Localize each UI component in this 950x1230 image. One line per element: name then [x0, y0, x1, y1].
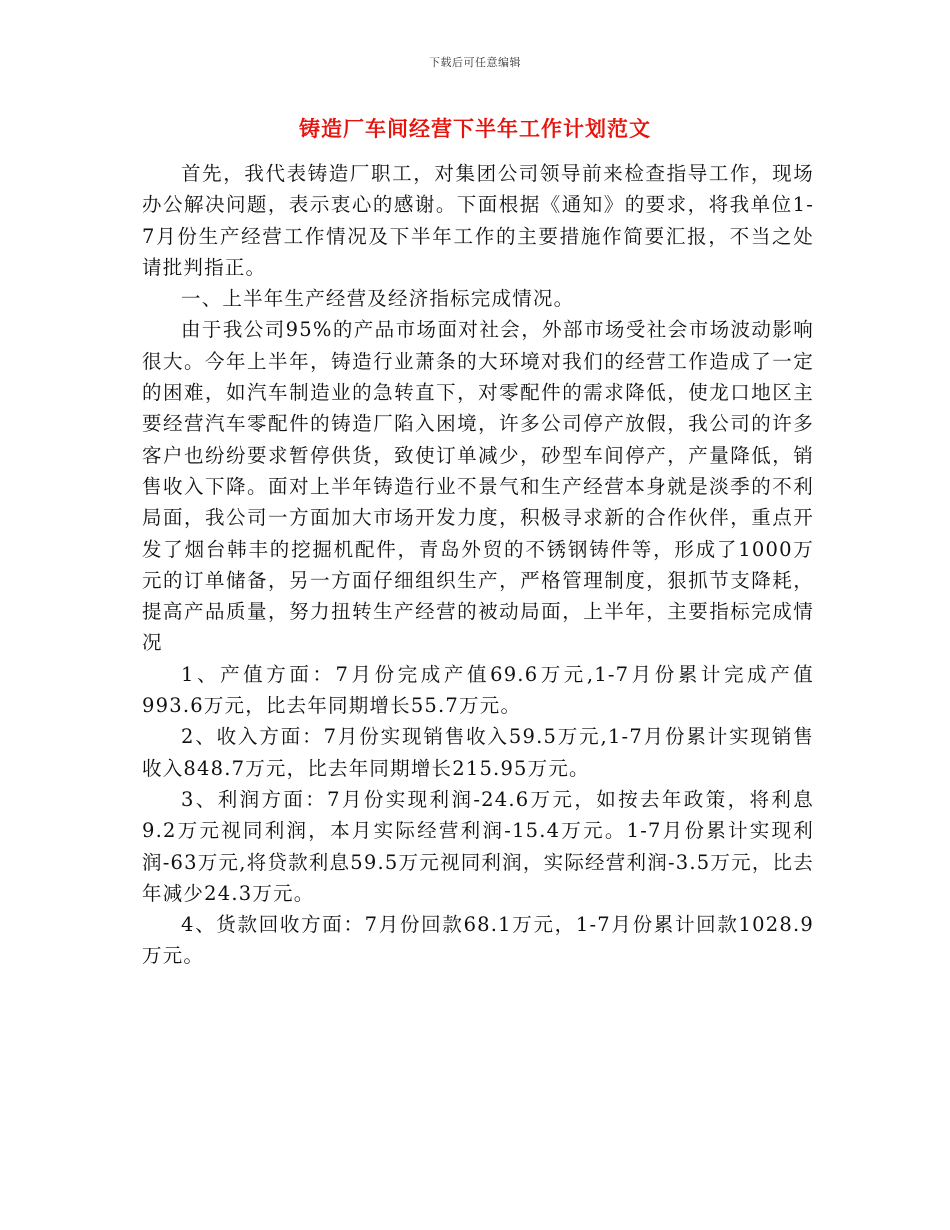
paragraph-intro: 首先，我代表铸造厂职工，对集团公司领导前来检查指导工作，现场办公解决问题，表示衷心的感谢。下面根据《通知》的要求，将我单位1-7月份生产经营工作情况及下半年工作的主要措施作简要汇报，不当之处请批判指正。 — [142, 162, 814, 279]
paragraph-payment-collection: 4、货款回收方面：7月份回款68.1万元，1-7月份累计回款1028.9万元。 — [142, 913, 814, 968]
paragraph-market: 由于我公司95%的产品市场面对社会，外部市场受社会市场波动影响很大。今年上半年，铸造行业萧条的大环境对我们的经营工作造成了一定的困难，如汽车制造业的急转直下，对零配件的需求降低，使龙口地区主要经营汽车零配件的铸造厂陷入困境，许多公司停产放假，我公司的许多客户也纷纷要求暂停供货，致使订单减少，砂型车间停产，产量降低，销售收入下降。面对上半年铸造行业不景气和生产经营本身就是淡季的不利局面，我公司一方面加大市场开发力度，积极寻求新的合作伙伴，重点开发了烟台韩丰的挖掘机配件，青岛外贸的不锈钢铸件等，形成了1000万元的订单储备，另一方面仔细组织生产，严格管理制度，狠抓节支降耗，提高产品质量，努力扭转生产经营的被动局面，上半年，主要指标完成情况 — [142, 318, 814, 655]
document-body — [142, 158, 814, 972]
paragraph-profit: 3、利润方面：7月份实现利润-24.6万元，如按去年政策，将利息9.2万元视同利润，本月实际经营利润-15.4万元。1-7月份累计实现利润-63万元,将贷款利息59.5万元视同利润，实际经营利润-3.5万元，比去年减少24.3万元。 — [142, 787, 814, 905]
section-heading-1: 一、上半年生产经营及经济指标完成情况。 — [181, 287, 575, 311]
paragraph-output-value: 1、产值方面：7月份完成产值69.6万元,1-7月份累计完成产值993.6万元，比去年同期增长55.7万元。 — [142, 662, 814, 718]
page-header-note: 下载后可任意编辑 — [429, 56, 521, 69]
document-title: 铸造厂车间经营下半年工作计划范文 — [299, 116, 651, 141]
paragraph-income: 2、收入方面：7月份实现销售收入59.5万元,1-7月份累计实现销售收入848.7万元，比去年同期增长215.95万元。 — [142, 725, 814, 780]
